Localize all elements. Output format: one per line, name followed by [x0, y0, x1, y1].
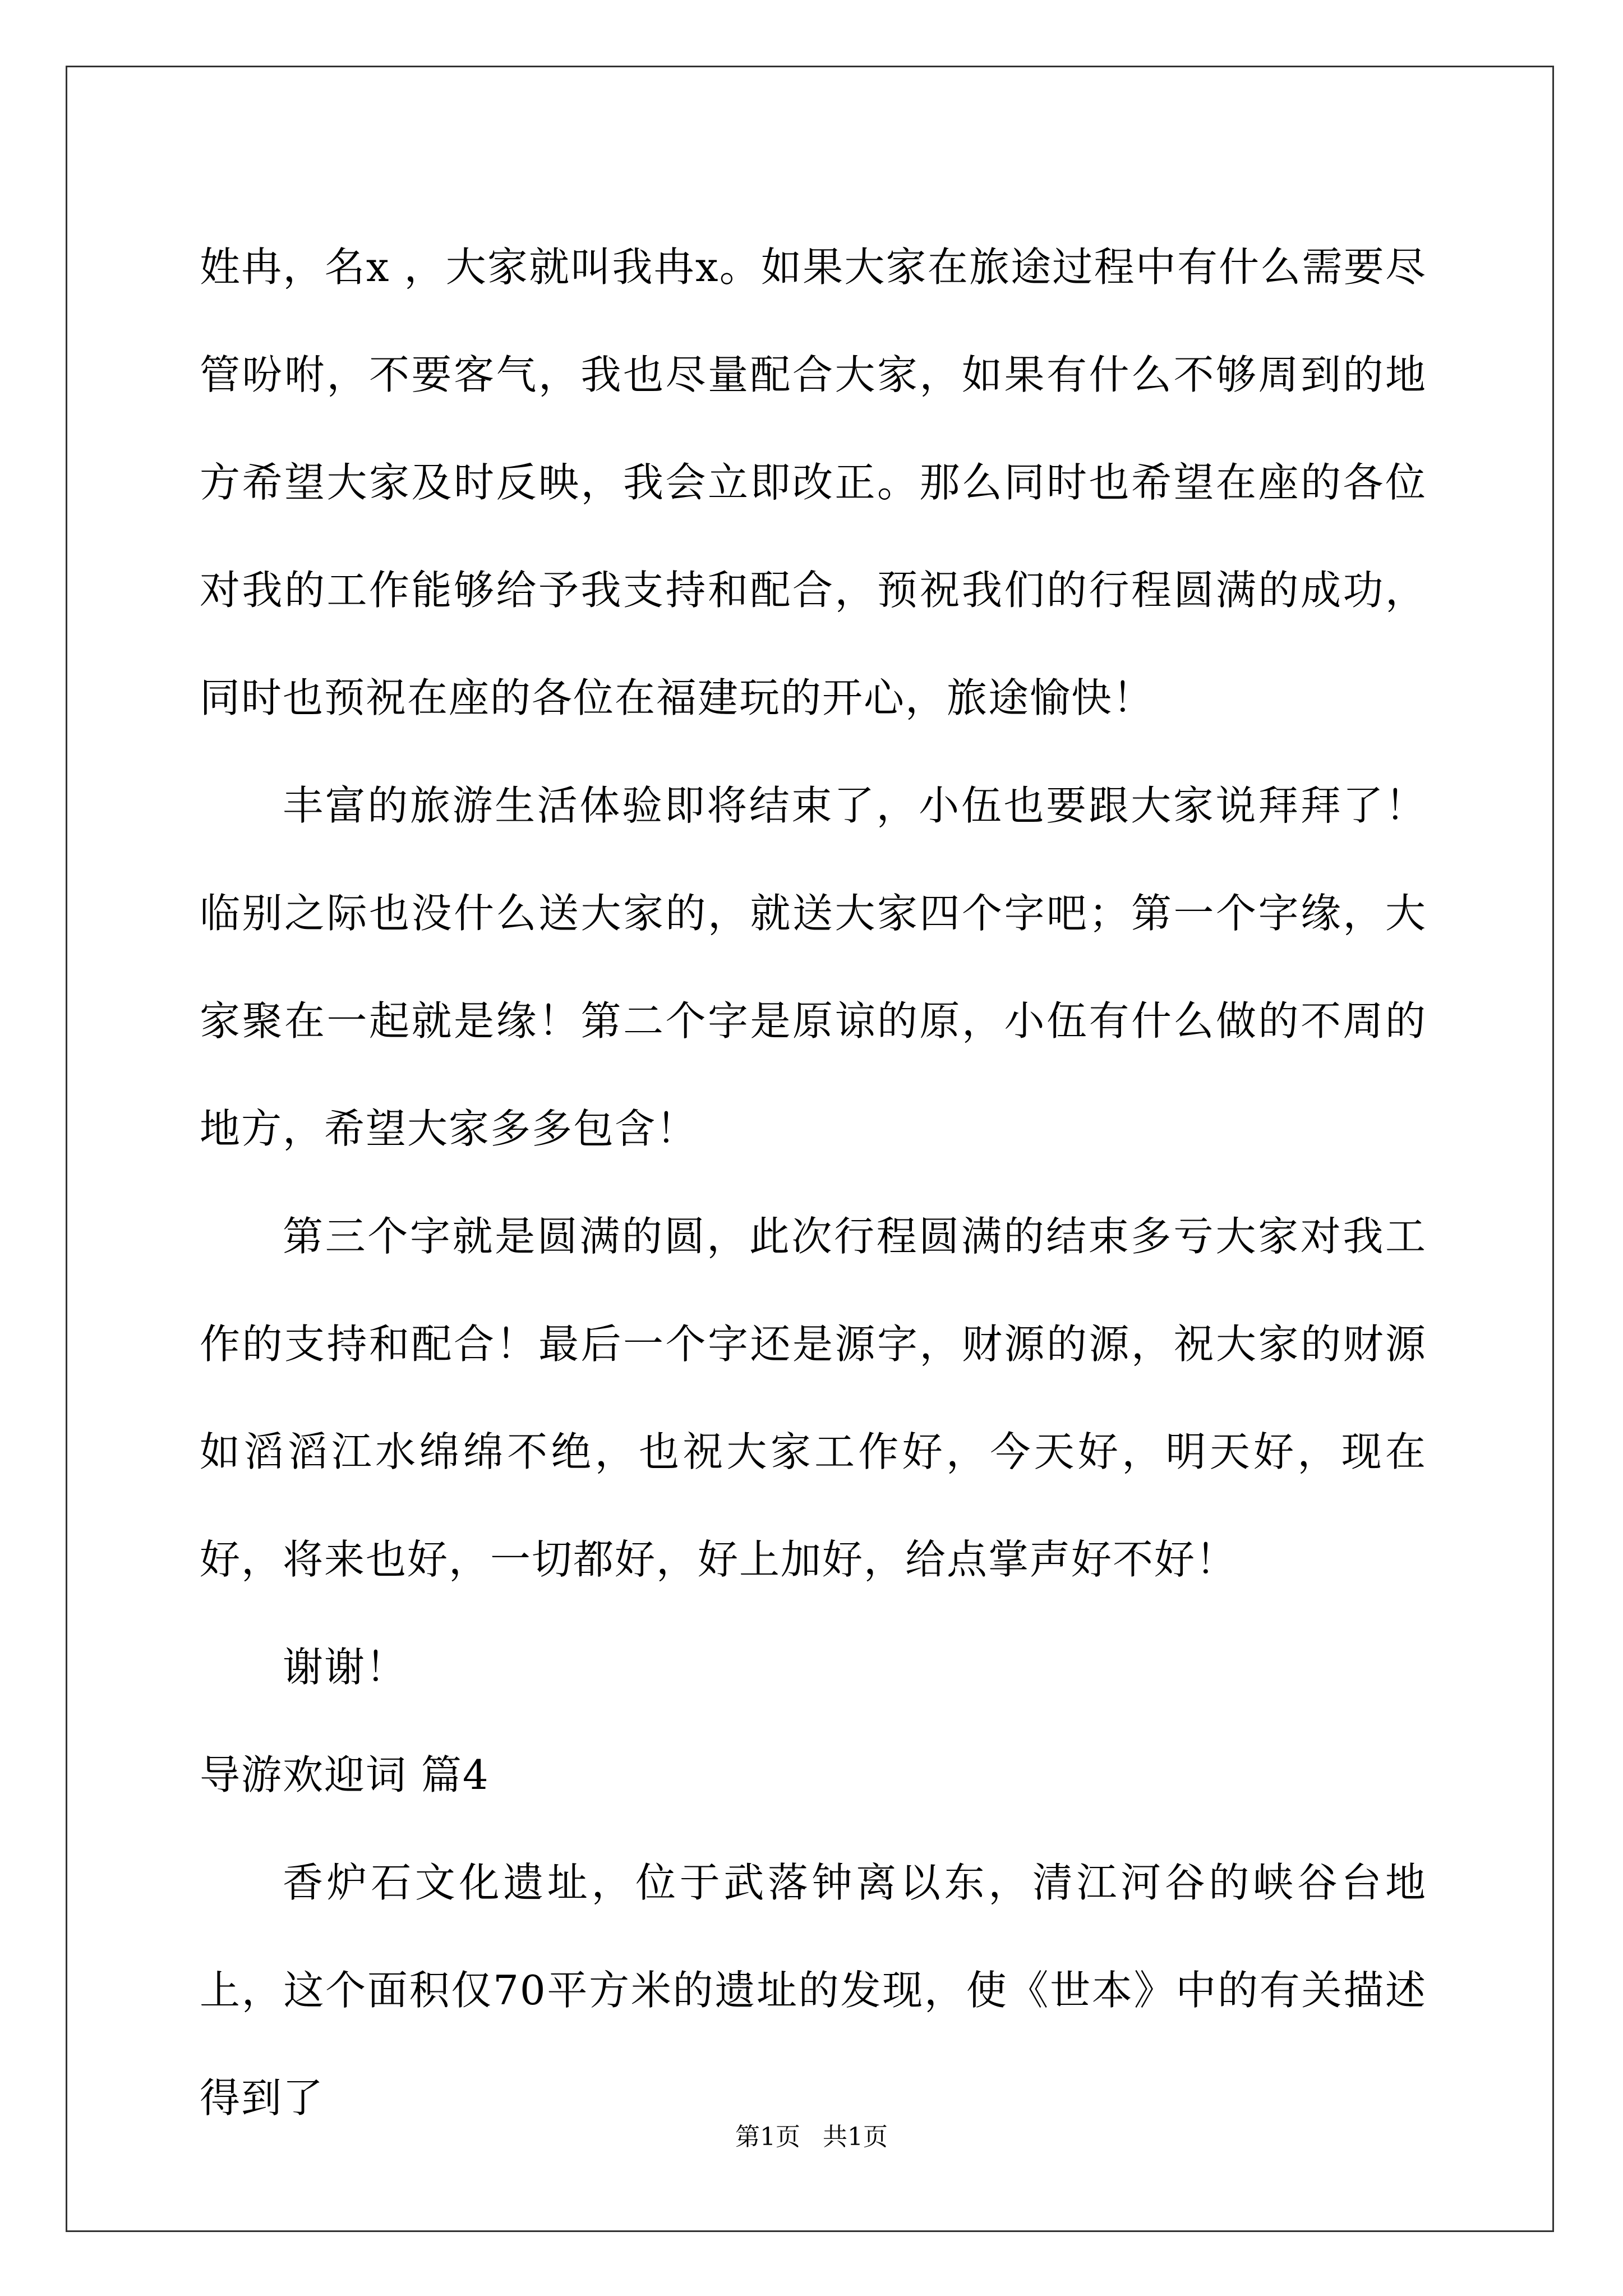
paragraph-blessing: 第三个字就是圆满的圆，此次行程圆满的结束多亏大家对我工作的支持和配合！最后一个字还是源字，财源的源，祝大家的财源如滔滔江水绵绵不绝，也祝大家工作好，今天好，明天好，现在好，将来也好，一切都好，好上加好，给点掌声好不好！: [200, 1213, 1427, 1583]
paragraph-farewell: 丰富的旅游生活体验即将结束了，小伍也要跟大家说拜拜了！临别之际也没什么送大家的，就送大家四个字吧；第一个字缘，大家聚在一起就是缘！第二个字是原谅的原，小伍有什么做的不周的地方，希望大家多多包含！: [200, 782, 1427, 1152]
page-footer: [0, 2120, 1623, 2154]
page-number-total: 共1页: [823, 2123, 888, 2151]
paragraph-site-description: 香炉石文化遗址，位于武落钟离以东，清江河谷的峡谷台地上，这个面积仅70平方米的遗址的发现，使《世本》中的有关描述得到了: [200, 1859, 1427, 2122]
document-body: [200, 213, 1427, 2152]
page-number-current: 第1页: [735, 2123, 800, 2151]
paragraph-thanks: 谢谢！: [283, 1644, 408, 1691]
section-heading: 导游欢迎词 篇4: [200, 1751, 490, 1798]
paragraph-intro: 姓冉，名x ，大家就叫我冉x。如果大家在旅途过程中有什么需要尽管吩咐，不要客气，我也尽量配合大家，如果有什么不够周到的地方希望大家及时反映，我会立即改正。那么同时也希望在座的各位对我的工作能够给予我支持和配合，预祝我们的行程圆满的成功，同时也预祝在座的各位在福建玩的开心，旅途愉快！: [200, 243, 1427, 721]
